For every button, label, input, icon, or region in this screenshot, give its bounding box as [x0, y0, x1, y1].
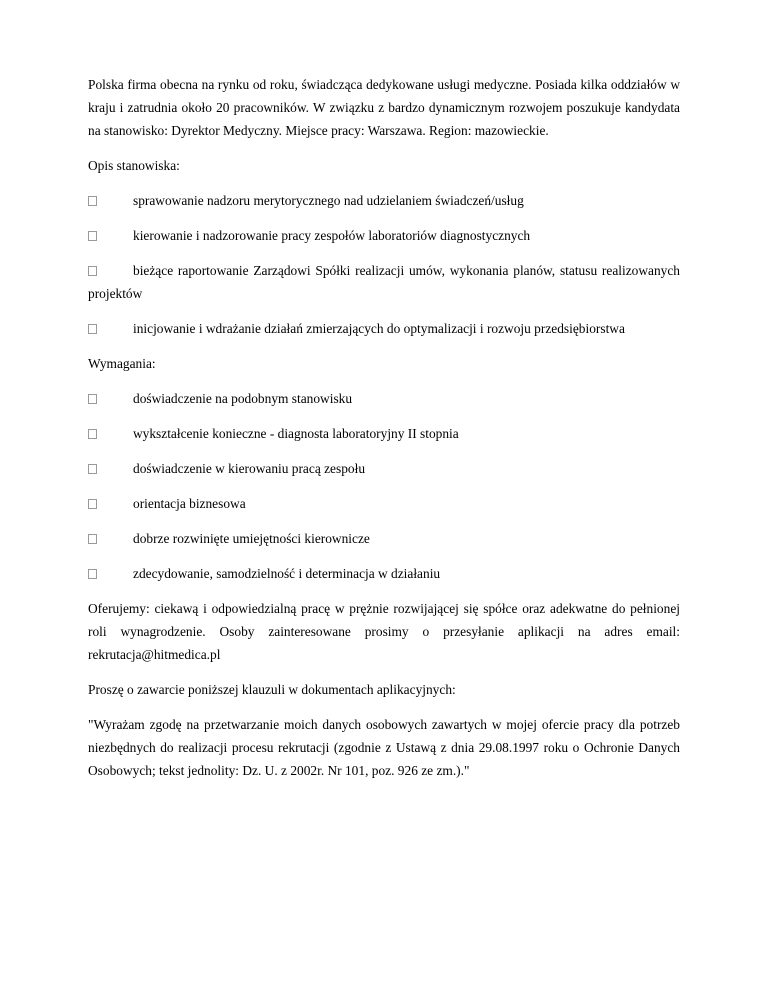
requirements-list	[88, 387, 680, 585]
description-heading: Opis stanowiska:	[88, 158, 180, 173]
intro-paragraph: Polska firma obecna na rynku od roku, świadcząca dedykowane usługi medyczne. Posiada kilka oddziałów w kraju i zatrudnia około 20 pracowników. W związku z bardzo dynamicznym rozwojem poszukuje kandydata na stanowisko: Dyrektor Medyczny. Miejsce pracy: Warszawa. Region: mazowieckie.	[88, 77, 680, 138]
list-item: sprawowanie nadzoru merytorycznego nad udzielaniem świadczeń/usług	[88, 189, 680, 212]
clause-request: Proszę o zawarcie poniższej klauzuli w dokumentach aplikacyjnych:	[88, 682, 456, 697]
list-item: bieżące raportowanie Zarządowi Spółki realizacji umów, wykonania planów, statusu realizowanych projektów	[88, 263, 680, 301]
bullet-box-icon	[88, 569, 97, 579]
consent-clause: "Wyrażam zgodę na przetwarzanie moich danych osobowych zawartych w mojej ofercie pracy dla potrzeb niezbędnych do realizacji procesu rekrutacji (zgodnie z Ustawą z dnia 29.08.1997 roku o Ochronie Danych Osobowych; tekst jednolity: Dz. U. z 2002r. Nr 101, poz. 926 ze zm.)."	[88, 717, 680, 778]
bullet-box-icon	[88, 266, 97, 276]
bullet-box-icon	[88, 394, 97, 404]
offer-paragraph: Oferujemy: ciekawą i odpowiedzialną pracę w prężnie rozwijającej się spółce oraz adekwatne do pełnionej roli wynagrodzenie. Osoby zainteresowane prosimy o przesyłanie aplikacji na adres email: rekrutacja@hitmedica.pl	[88, 601, 680, 662]
list-item: orientacja biznesowa	[88, 492, 680, 515]
bullet-box-icon	[88, 231, 97, 241]
bullet-box-icon	[88, 196, 97, 206]
bullet-box-icon	[88, 324, 97, 334]
document-page	[88, 73, 680, 782]
bullet-box-icon	[88, 429, 97, 439]
list-item: inicjowanie i wdrażanie działań zmierzających do optymalizacji i rozwoju przedsiębiorstwa	[88, 317, 680, 340]
list-item: kierowanie i nadzorowanie pracy zespołów laboratoriów diagnostycznych	[88, 224, 680, 247]
bullet-box-icon	[88, 534, 97, 544]
requirements-heading: Wymagania:	[88, 356, 156, 371]
description-list	[88, 189, 680, 340]
list-item: wykształcenie konieczne - diagnosta laboratoryjny II stopnia	[88, 422, 680, 445]
list-item: doświadczenie na podobnym stanowisku	[88, 387, 680, 410]
list-item: zdecydowanie, samodzielność i determinacja w działaniu	[88, 562, 680, 585]
list-item: dobrze rozwinięte umiejętności kierownicze	[88, 527, 680, 550]
bullet-box-icon	[88, 464, 97, 474]
list-item: doświadczenie w kierowaniu pracą zespołu	[88, 457, 680, 480]
bullet-box-icon	[88, 499, 97, 509]
